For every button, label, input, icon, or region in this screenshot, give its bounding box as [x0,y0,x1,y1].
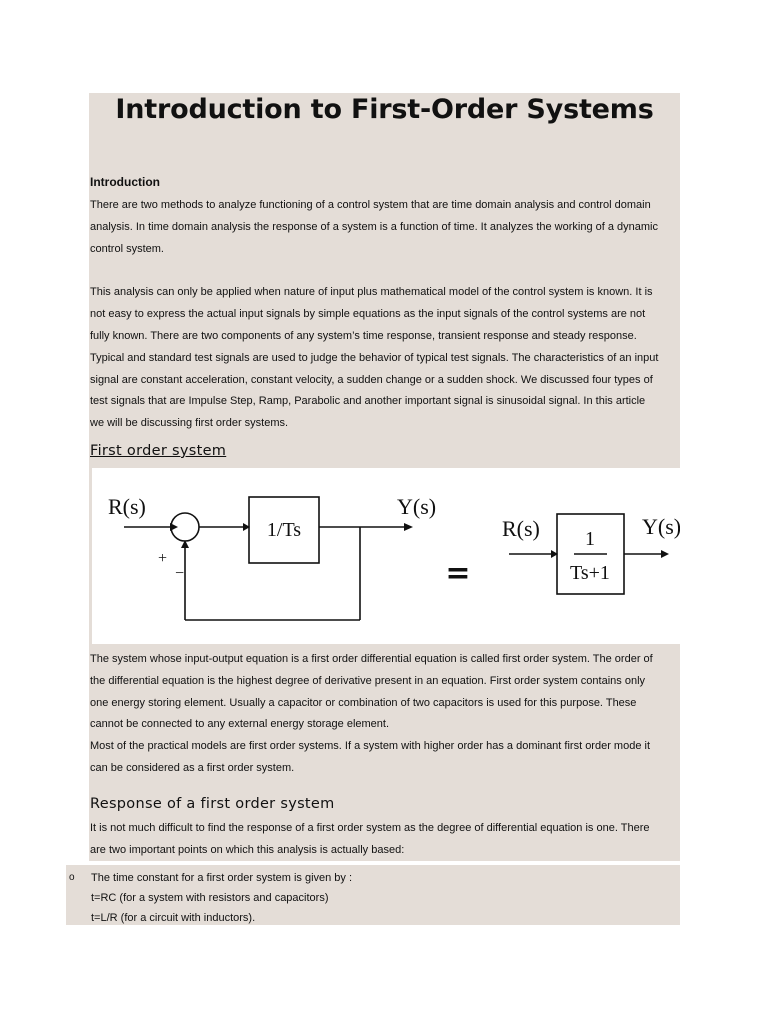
block-diagram [89,468,680,644]
body-line: one energy storing element. Usually a capacitor or combination of two capacitors is used for this purpose. These [90,696,637,709]
arrow-head [170,523,178,531]
tf-denominator: Ts+1 [570,561,610,584]
intro-line: test signals that are Impulse Step, Ramp, Parabolic and another important signal is sinusoidal signal. In this article [90,395,646,408]
intro-line: we will be discussing first order systems. [90,417,289,430]
list-block [66,865,680,925]
section-heading-first-order: First order system [90,442,227,459]
equals-sign: = [445,555,471,591]
intro-line: fully known. There are two components of any system’s time response, transient response and steady response. [90,329,637,342]
body-line: the differential equation is the highest degree of derivative present in an equation. First order system contains only [90,674,646,687]
list-item: The time constant for a first order system is given by : [91,872,353,884]
output-label-left: Y(s) [397,493,437,519]
arrow-head [661,550,669,558]
title-block [89,93,680,159]
intro-line: analysis. In time domain analysis the response of a system is a function of time. It analyzes the working of a dynamic [90,220,658,233]
forward-block-label: 1/Ts [266,518,302,541]
tf-numerator: 1 [585,527,595,550]
intro-section [89,159,680,468]
intro-line: signal are constant acceleration, constant velocity, a sudden change or a sudden shock. We discussed four types of [90,373,653,386]
input-label-left: R(s) [108,493,146,519]
intro-heading: Introduction [90,175,160,189]
section-heading-response: Response of a first order system [90,795,335,812]
intro-line: not easy to express the actual input signals by simple equations as the input signals of the control systems are not [90,308,646,321]
output-label-right: Y(s) [642,513,680,539]
body-line: It is not much difficult to find the response of a first order system as the degree of differential equation is one. There [90,821,650,834]
body-line: can be considered as a first order system. [90,761,295,774]
first-order-section [89,644,680,861]
body-line: cannot be connected to any external energy storage element. [90,718,390,731]
body-line: The system whose input-output equation is a first order differential equation is called first order system. The order of [90,652,653,665]
list-item: t=L/R (for a circuit with inductors). [91,912,256,924]
list-item: t=RC (for a system with resistors and capacitors) [91,892,329,904]
minus-sign: − [175,564,185,582]
intro-line: This analysis can only be applied when nature of input plus mathematical model of the control system is known. It is [90,286,653,299]
intro-line: control system. [90,242,164,255]
intro-line: There are two methods to analyze functioning of a control system that are time domain analysis and control domain [90,199,651,211]
page-title: Introduction to First-Order Systems [115,94,654,125]
document-page [89,93,680,861]
body-line: are two important points on which this analysis is actually based: [90,843,405,856]
input-label-right: R(s) [502,515,540,541]
arrow-head [404,523,413,531]
plus-sign: + [158,549,168,567]
list-bullet: o [69,872,75,883]
body-line: Most of the practical models are first order systems. If a system with higher order has a dominant first order mode it [90,740,650,753]
block-diagram-svg [92,468,680,644]
intro-line: Typical and standard test signals are used to judge the behavior of typical test signals. The characteristics of an input [90,351,659,364]
